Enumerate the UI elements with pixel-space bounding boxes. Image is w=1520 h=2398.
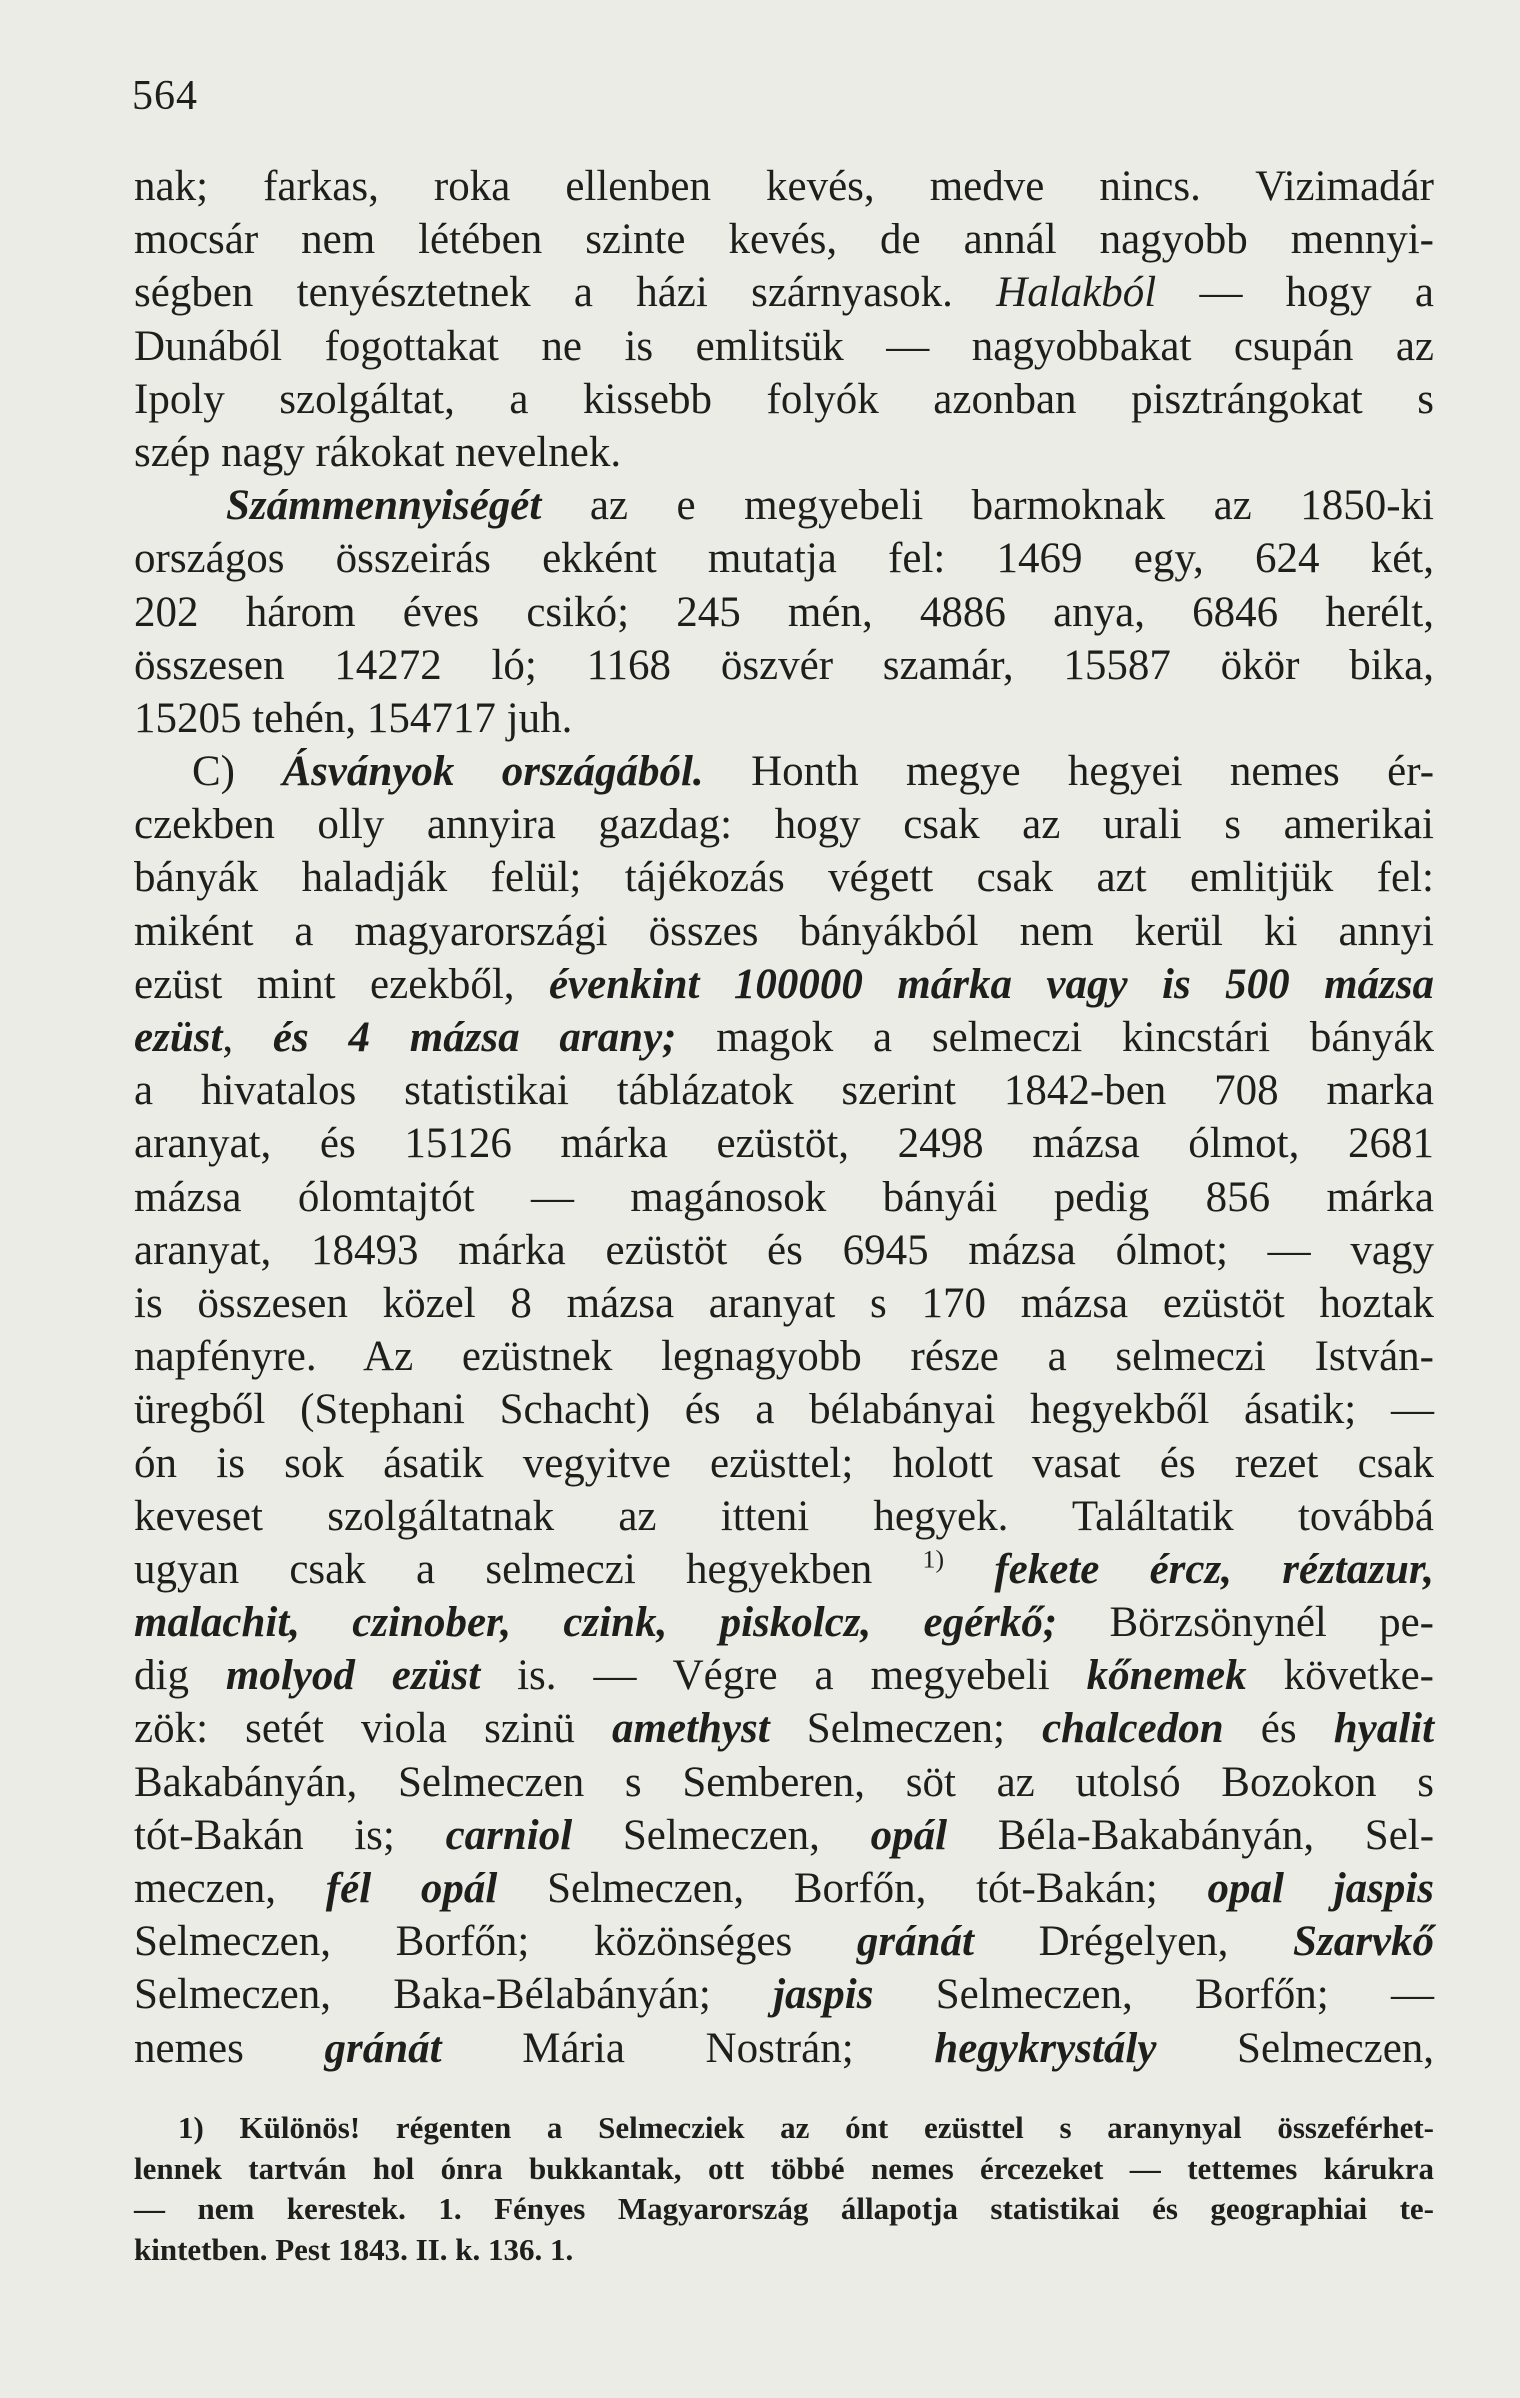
italic-term: Halakból (996, 269, 1157, 317)
italic-term: malachit, czinober, czink, piskolcz, egérkő; (134, 1599, 1058, 1647)
text-line: zök: setét viola szinü amethyst Selmeczen; chalcedon és hyalit (134, 1705, 1435, 1753)
text-line: ségben tenyésztetnek a házi szárnyasok. Halakból — hogy a (134, 269, 1435, 317)
italic-term: amethyst (612, 1705, 770, 1753)
text-line: ezüst mint ezekből, évenkint 100000 márka vagy is 500 mázsa (134, 960, 1434, 1008)
footnote-line: 1) Különös! régenten a Selmecziek az ónt ezüsttel s aranynyal összeférhet- (178, 2110, 1434, 2145)
text-line: dig molyod ezüst is. — Végre a megyebeli kőnemek követke- (134, 1652, 1434, 1700)
text-line: aranyat, és 15126 márka ezüstöt, 2498 mázsa ólmot, 2681 (134, 1120, 1434, 1168)
text-line: bányák haladják felül; tájékozás végett csak azt emlitjük fel: (134, 854, 1434, 902)
text-line: meczen, fél opál Selmeczen, Borfőn, tót-Bakán; opal jaspis (134, 1865, 1434, 1912)
italic-term: gránát (324, 2024, 442, 2072)
footnote-line: lennek tartván hol ónra bukkantak, ott többé nemes ércezeket — tettemes kárukra (134, 2150, 1434, 2186)
body-text (134, 160, 1434, 2075)
text-line: 15205 tehén, 154717 juh. (134, 694, 573, 742)
text-line: Bakabányán, Selmeczen s Semberen, söt az utolsó Bozokon s (134, 1758, 1434, 1806)
italic-term: Szarvkő (1293, 1918, 1435, 1966)
footnote-ref: 1) (922, 1544, 945, 1574)
text-line: ugyan csak a selmeczi hegyekben $^{1)}$ fekete ércz, réztazur, (134, 1544, 1435, 1593)
text-line: keveset szolgáltatnak az itteni hegyek. Találtatik továbbá (134, 1492, 1434, 1540)
text-line: ón is sok ásatik vegyitve ezüsttel; holott vasat és rezet csak (134, 1439, 1434, 1487)
italic-term: réztazur, (1282, 1545, 1435, 1593)
italic-term: Számmennyiségét (226, 482, 542, 530)
text-line: szép nagy rákokat nevelnek. (134, 428, 622, 476)
section-heading: Ásványok országából. (282, 748, 704, 796)
text-line: miként a magyarországi összes bányákból nem kerül ki annyi (134, 907, 1434, 955)
text-line: czekben olly annyira gazdag: hogy csak az urali s amerikai (134, 801, 1434, 849)
text-line: országos összeirás ekként mutatja fel: 1469 egy, 624 két, (134, 535, 1434, 583)
italic-term: hyalit (1333, 1705, 1435, 1753)
text-line: malachit, czinober, czink, piskolcz, egérkő; Börzsönynél pe- (134, 1599, 1434, 1647)
italic-term: opál (870, 1811, 948, 1859)
footnotes (134, 2108, 1434, 2270)
footnote-line: kintetben. Pest 1843. II. k. 136. 1. (134, 2231, 574, 2267)
italic-term: fél opál (325, 1865, 498, 1912)
text-line: Számmennyiségét az e megyebeli barmoknak az 1850-ki (226, 482, 1435, 530)
text-line: a hivatalos statistikai táblázatok szerint 1842-ben 708 marka (134, 1067, 1434, 1115)
text-line: Ipoly szolgáltat, a kissebb folyók azonban pisztrángokat s (134, 375, 1434, 423)
text-line: mázsa ólomtajtót — magánosok bányái pedig 856 márka (134, 1173, 1434, 1221)
text-line: Dunából fogottakat ne is emlitsük — nagyobbakat csupán az (134, 322, 1434, 370)
text-line: tót-Bakán is; carniol Selmeczen, opál Béla-Bakabányán, Sel- (134, 1811, 1435, 1859)
text-line: Selmeczen, Baka-Bélabányán; jaspis Selmeczen, Borfőn; — (134, 1971, 1435, 2019)
text-line: nemes gránát Mária Nostrán; hegykrystály Selmeczen, (134, 2024, 1435, 2072)
page-number: 564 (132, 73, 198, 119)
italic-term: chalcedon (1042, 1705, 1224, 1753)
italic-term: 4 mázsa arany; (348, 1014, 677, 1061)
text-line: C) Ásványok országából. Honth megye hegyei nemes ér- (192, 748, 1435, 796)
text-line: mocsár nem létében szinte kevés, de annál nagyobb mennyi- (134, 216, 1434, 264)
italic-term: jaspis (773, 1971, 874, 2019)
italic-term: évenkint 100000 márka vagy is 500 mázsa (548, 960, 1434, 1008)
footnote-marker: 1) (178, 2110, 204, 2145)
text-line: összesen 14272 ló; 1168 öszvér szamár, 15587 ökör bika, (134, 641, 1434, 689)
italic-term: opal jaspis (1207, 1865, 1434, 1912)
text-line: is összesen közel 8 mázsa aranyat s 170 mázsa ezüstöt hoztak (134, 1279, 1434, 1327)
text-line: Selmeczen, Borfőn; közönséges gránát Drégelyen, Szarvkő (134, 1918, 1435, 1966)
text-line: aranyat, 18493 márka ezüstöt és 6945 mázsa ólmot; — vagy (134, 1226, 1434, 1274)
footnote-line: — nem kerestek. 1. Fényes Magyarország állapotja statistikai és geographiai te- (134, 2191, 1434, 2226)
italic-term: gránát (856, 1918, 974, 1966)
text-line: nak; farkas, roka ellenben kevés, medve nincs. Vizimadár (134, 163, 1434, 210)
italic-term: kőnemek (1086, 1652, 1247, 1700)
text-line: napfényre. Az ezüstnek legnagyobb része a selmeczi István- (134, 1333, 1434, 1381)
italic-term: fekete ércz, (994, 1545, 1232, 1593)
text-line: üregből (Stephani Schacht) és a bélabányai hegyekből ásatik; — (134, 1386, 1434, 1434)
italic-term: molyod ezüst (225, 1652, 481, 1700)
italic-term: hegykrystály (934, 2024, 1157, 2072)
italic-term: carniol (445, 1811, 573, 1859)
text-line: ezüst, és 4 mázsa arany; magok a selmeczi kincstári bányák (134, 1014, 1434, 1061)
italic-term: ezüst (134, 1014, 223, 1061)
text-line: 202 három éves csikó; 245 mén, 4886 anya, 6846 herélt, (134, 588, 1434, 636)
italic-term: és (272, 1014, 309, 1061)
